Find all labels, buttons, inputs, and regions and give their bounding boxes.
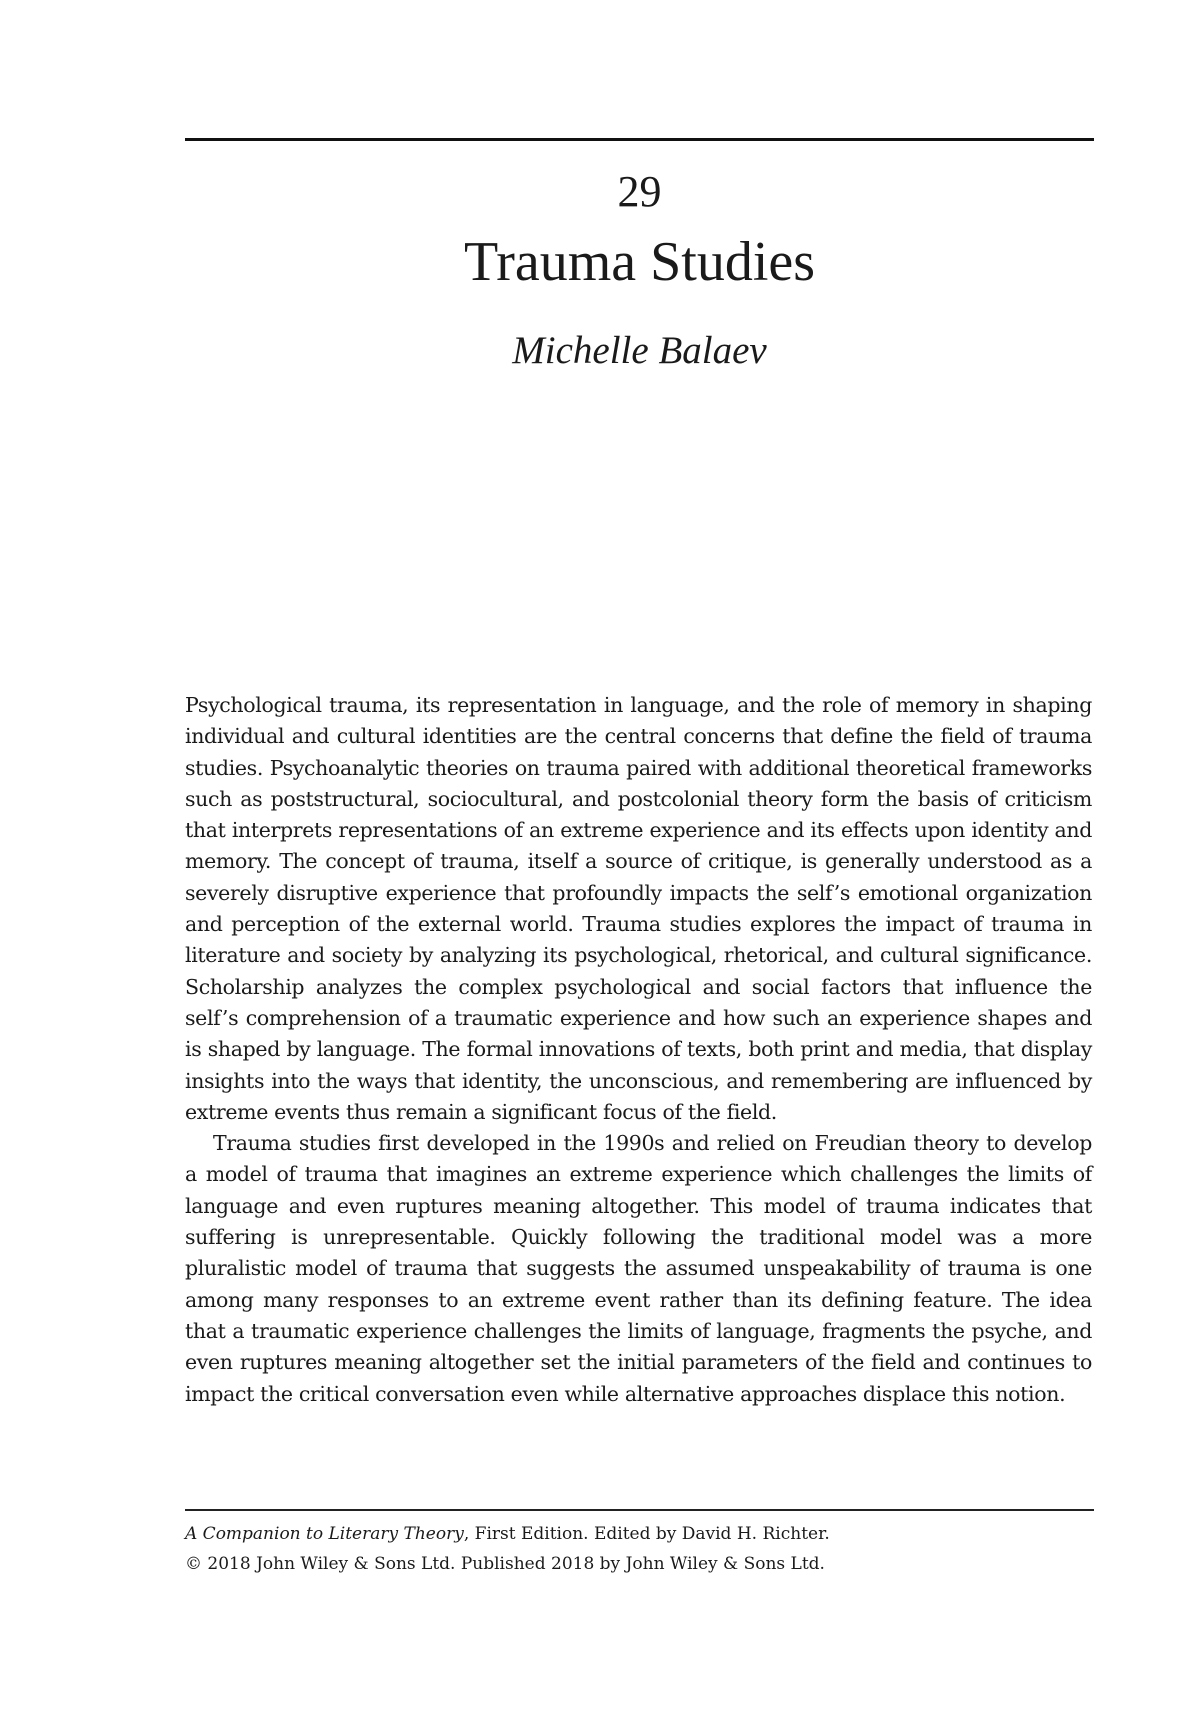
footer-edition-text: , First Edition. Edited by David H. Richter. — [463, 1524, 830, 1544]
chapter-body — [185, 690, 1092, 1410]
chapter-number: 29 — [617, 167, 662, 216]
body-paragraph-1: Psychological trauma, its representation in language, and the role of memory in shaping individual and cultural identities are the central concerns that define the field of trauma studies. Psychoanalytic theories on trauma paired with additional theoretical frameworks such as poststructural, sociocultural, and postcolonial theory form the basis of criticism that interprets representations of an extreme experience and its effects upon identity and memory. The concept of trauma, itself a source of critique, is generally understood as a severely disruptive experience that profoundly impacts the self’s emotional organization and perception of the external world. Trauma studies explores the impact of trauma in literature and society by analyzing its psychological, rhetorical, and cultural significance. Scholarship analyzes the complex psychological and social factors that influence the self’s comprehension of a traumatic experience and how such an experience shapes and is shaped by language. The formal innovations of texts, both print and media, that display insights into the ways that identity, the unconscious, and remembering are influenced by extreme events thus remain a significant focus of the field. — [185, 693, 1092, 1124]
footer-rule — [185, 1509, 1094, 1511]
body-paragraph-2: Trauma studies first developed in the 1990s and relied on Freudian theory to develop a model of trauma that imagines an extreme experience which challenges the limits of language and even ruptures meaning altogether. This model of trauma indicates that suffering is unrepresentable. Quickly following the traditional model was a more pluralistic model of trauma that suggests the assumed unspeakability of trauma is one among many responses to an extreme event rather than its defining feature. The idea that a traumatic experience challenges the limits of language, fragments the psyche, and even ruptures meaning altogether set the initial parameters of the field and continues to impact the critical conversation even while alternative approaches displace this notion. — [185, 1131, 1092, 1406]
copyright-footer — [185, 1519, 1094, 1579]
chapter-title: Trauma Studies — [463, 231, 816, 293]
footer-line-1 — [185, 1519, 1094, 1549]
footer-book-title: A Companion to Literary Theory — [185, 1524, 464, 1544]
author-name: Michelle Balaev — [512, 329, 767, 372]
footer-copyright: © 2018 John Wiley & Sons Ltd. Published 2018 by John Wiley & Sons Ltd. — [185, 1554, 825, 1574]
top-rule — [185, 138, 1094, 141]
